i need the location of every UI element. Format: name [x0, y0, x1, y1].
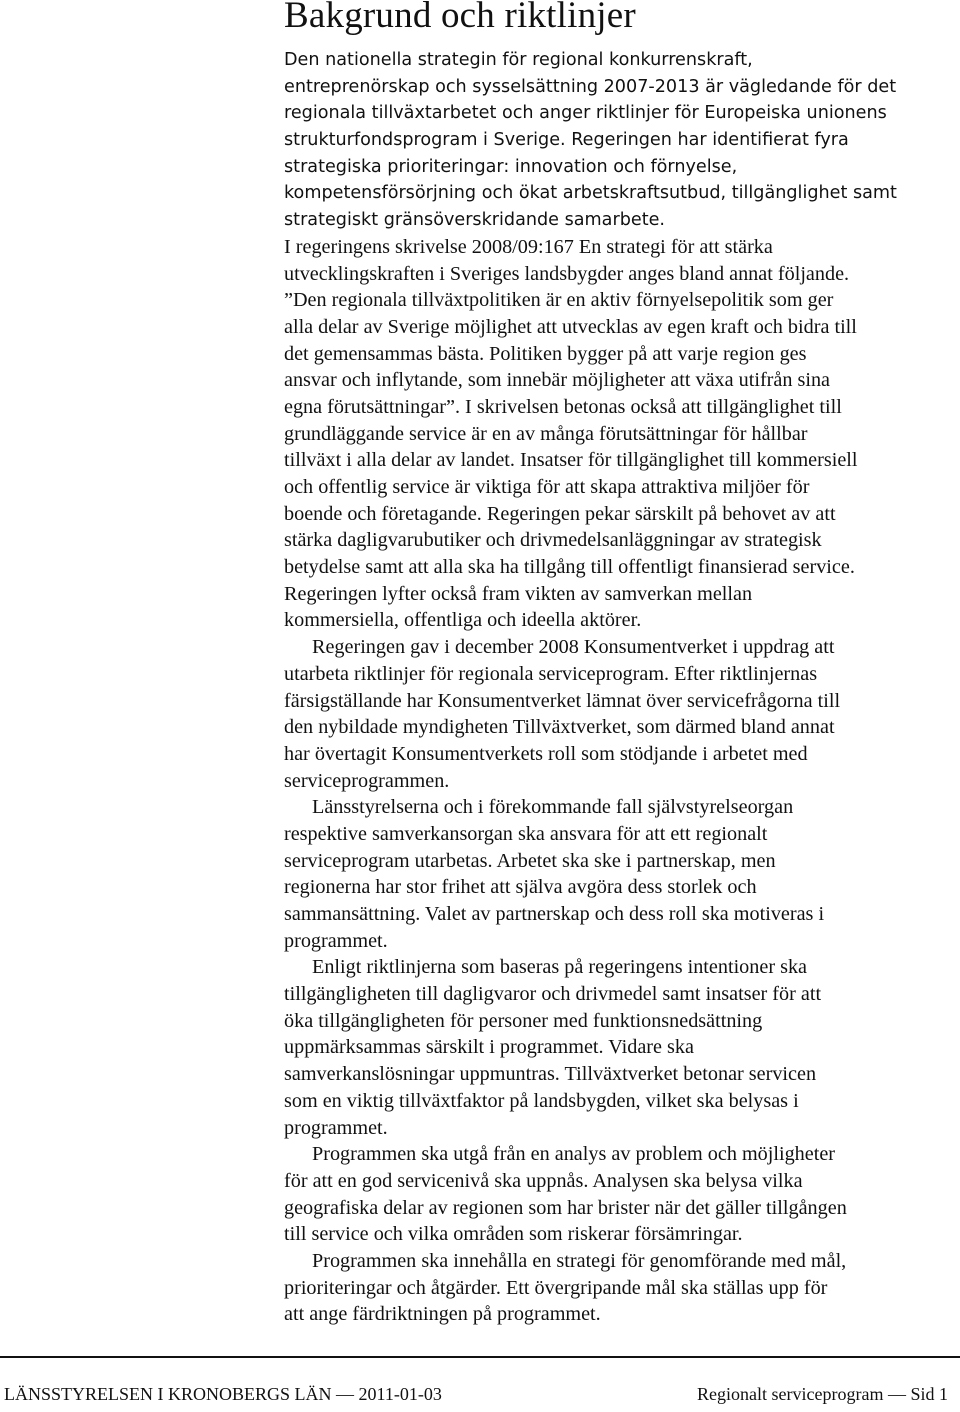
text-line: Programmen ska innehålla en strategi för genomförande med mål,: [312, 1249, 847, 1272]
text-line: Regeringen lyfter också fram vikten av samverkan mellan: [284, 582, 753, 605]
footer-divider: [0, 1356, 960, 1358]
text-line: programmet.: [284, 929, 388, 952]
footer-organization-date: LÄNSSTYRELSEN I KRONOBERGS LÄN — 2011-01-03: [4, 1384, 442, 1404]
text-line: strukturfondsprogram i Sverige. Regeringen har identifierat fyra: [284, 130, 849, 151]
text-line: alla delar av Sverige möjlighet att utvecklas av egen kraft och bidra till: [284, 315, 857, 338]
text-line: regionerna har stor frihet att själva avgöra dess storlek och: [284, 876, 757, 899]
text-line: tillväxt i alla delar av landet. Insatser för tillgänglighet till kommersiell: [284, 449, 858, 472]
text-line: boende och företagande. Regeringen pekar särskilt på behovet av att: [284, 502, 836, 525]
text-line: Regeringen gav i december 2008 Konsumentverket i uppdrag att: [312, 636, 835, 659]
text-line: att ange färdriktningen på programmet.: [284, 1303, 601, 1326]
text-line: strategiska prioriteringar: innovation och förnyelse,: [284, 156, 738, 177]
text-line: grundläggande service är en av många förutsättningar för hållbar: [284, 422, 808, 445]
text-line: som en viktig tillväxtfaktor på landsbygden, vilket ska belysas i: [284, 1089, 799, 1112]
text-line: utarbeta riktlinjer för regionala serviceprogram. Efter riktlinjernas: [284, 662, 818, 685]
text-line: respektive samverkansorgan ska ansvara för att ett regionalt: [284, 822, 768, 845]
body-text: [284, 47, 956, 1328]
text-line: serviceprogram utarbetas. Arbetet ska ske i partnerskap, men: [284, 849, 776, 872]
text-line: färsigställande har Konsumentverket lämnat över servicefrågorna till: [284, 689, 841, 712]
text-line: kompetensförsörjning och ökat arbetskraftsutbud, tillgänglighet samt: [284, 183, 897, 204]
text-line: kommersiella, offentliga och ideella aktörer.: [284, 609, 642, 632]
text-line: strategiskt gränsöverskridande samarbete.: [284, 210, 666, 231]
text-line: prioriteringar och åtgärder. Ett övergripande mål ska ställas upp för: [284, 1276, 828, 1299]
text-line: betydelse samt att alla ska ha tillgång till offentligt finansierad service.: [284, 556, 855, 579]
page-footer: [0, 1384, 960, 1412]
text-line: uppmärksammas särskilt i programmet. Vidare ska: [284, 1036, 694, 1059]
text-line: programmet.: [284, 1116, 388, 1139]
text-line: stärka dagligvarubutiker och drivmedelsanläggningar av strategisk: [284, 529, 822, 552]
text-line: Länsstyrelserna och i förekommande fall självstyrelseorgan: [312, 796, 794, 819]
text-line: till service och vilka områden som riskerar försämringar.: [284, 1223, 743, 1246]
text-line: tillgängligheten till dagligvaror och drivmedel samt insatser för att: [284, 983, 822, 1006]
text-line: Programmen ska utgå från en analys av problem och möjligheter: [312, 1143, 836, 1166]
text-line: ”Den regionala tillväxtpolitiken är en aktiv förnyelsepolitik som ger: [284, 289, 834, 312]
text-line: geografiska delar av regionen som har brister när det gäller tillgången: [284, 1196, 847, 1219]
footer-page-number: Regionalt serviceprogram — Sid 1: [697, 1384, 948, 1404]
text-line: entreprenörskap och sysselsättning 2007-2013 är vägledande för det: [284, 76, 897, 97]
text-line: öka tillgängligheten för personer med funktionsnedsättning: [284, 1009, 763, 1032]
text-line: egna förutsättningar”. I skrivelsen betonas också att tillgänglighet till: [284, 395, 842, 418]
text-line: I regeringens skrivelse 2008/09:167 En strategi för att stärka: [284, 235, 773, 258]
text-line: sammansättning. Valet av partnerskap och dess roll ska motiveras i: [284, 903, 825, 925]
text-line: ansvar och inflytande, som innebär möjligheter att växa utifrån sina: [284, 369, 831, 392]
text-line: serviceprogrammen.: [284, 769, 450, 792]
page-title: Bakgrund och riktlinjer: [284, 0, 636, 36]
text-line: Enligt riktlinjerna som baseras på regeringens intentioner ska: [312, 956, 808, 979]
text-line: utvecklingskraften i Sveriges landsbygder anges bland annat följande.: [284, 262, 850, 285]
text-line: för att en god servicenivå ska uppnås. Analysen ska belysa vilka: [284, 1169, 803, 1192]
text-line: samverkanslösningar uppmuntras. Tillväxtverket betonar servicen: [284, 1063, 817, 1086]
text-line: har övertagit Konsumentverkets roll som stödjande i arbetet med: [284, 742, 808, 765]
text-line: regionala tillväxtarbetet och anger riktlinjer för Europeiska unionens: [284, 103, 887, 124]
text-line: det gemensammas bästa. Politiken bygger på att varje region ges: [284, 342, 807, 365]
text-line: den nybildade myndigheten Tillväxtverket, som därmed bland annat: [284, 716, 835, 739]
text-line: och offentlig service är viktiga för att skapa attraktiva miljöer för: [284, 476, 810, 498]
text-line: Den nationella strategin för regional konkurrenskraft,: [284, 50, 753, 70]
